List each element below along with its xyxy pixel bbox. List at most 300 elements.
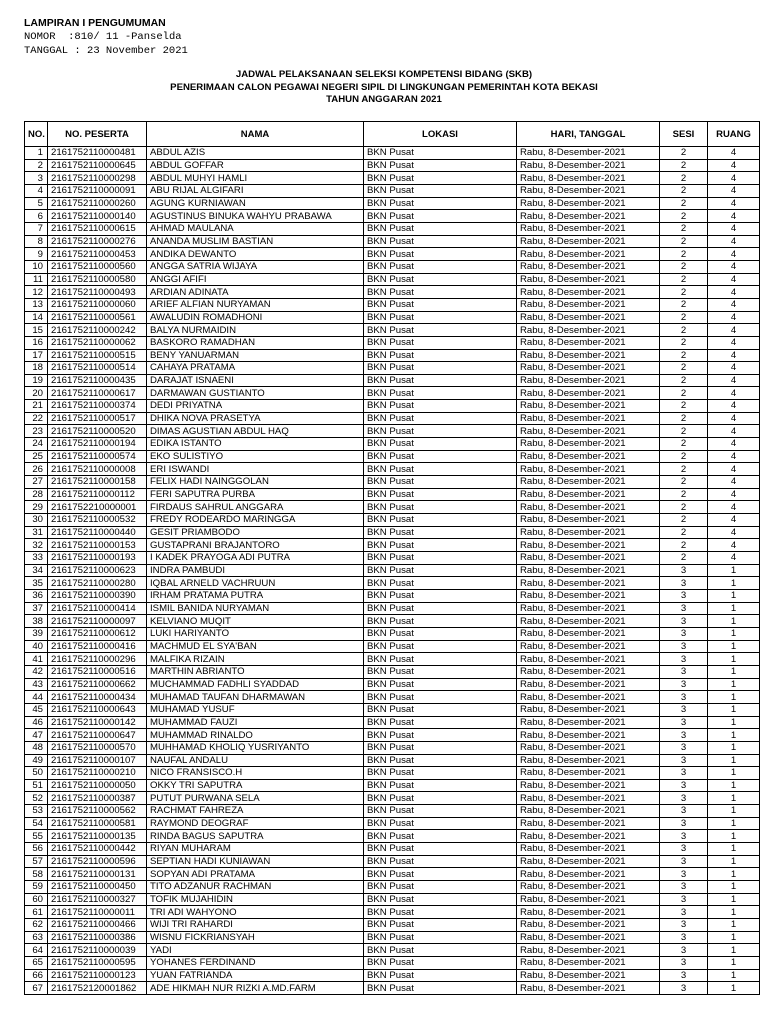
cell-sesi: 2 bbox=[660, 197, 708, 210]
cell-hari-tanggal: Rabu, 8-Desember-2021 bbox=[517, 919, 660, 932]
cell-lokasi: BKN Pusat bbox=[364, 754, 517, 767]
cell-ruang: 1 bbox=[708, 957, 760, 970]
cell-ruang: 4 bbox=[708, 412, 760, 425]
cell-no: 54 bbox=[25, 817, 48, 830]
cell-lokasi: BKN Pusat bbox=[364, 514, 517, 527]
cell-no-peserta: 2161752110000466 bbox=[48, 919, 147, 932]
cell-hari-tanggal: Rabu, 8-Desember-2021 bbox=[517, 602, 660, 615]
cell-no: 27 bbox=[25, 476, 48, 489]
cell-no: 17 bbox=[25, 349, 48, 362]
cell-hari-tanggal: Rabu, 8-Desember-2021 bbox=[517, 678, 660, 691]
cell-ruang: 4 bbox=[708, 172, 760, 185]
cell-no: 22 bbox=[25, 412, 48, 425]
cell-no: 55 bbox=[25, 830, 48, 843]
cell-hari-tanggal: Rabu, 8-Desember-2021 bbox=[517, 197, 660, 210]
table-header-row bbox=[25, 122, 760, 147]
cell-no: 60 bbox=[25, 893, 48, 906]
cell-no-peserta: 2161752110000142 bbox=[48, 716, 147, 729]
cell-sesi: 3 bbox=[660, 805, 708, 818]
cell-sesi: 2 bbox=[660, 425, 708, 438]
cell-ruang: 4 bbox=[708, 210, 760, 223]
cell-lokasi: BKN Pusat bbox=[364, 412, 517, 425]
cell-hari-tanggal: Rabu, 8-Desember-2021 bbox=[517, 741, 660, 754]
table-row bbox=[25, 944, 760, 957]
cell-nama: EDIKA ISTANTO bbox=[147, 438, 364, 451]
cell-lokasi: BKN Pusat bbox=[364, 691, 517, 704]
cell-lokasi: BKN Pusat bbox=[364, 400, 517, 413]
cell-no: 39 bbox=[25, 627, 48, 640]
cell-no: 42 bbox=[25, 665, 48, 678]
cell-ruang: 1 bbox=[708, 792, 760, 805]
cell-nama: WIJI TRI RAHARDI bbox=[147, 919, 364, 932]
table-row bbox=[25, 336, 760, 349]
cell-ruang: 4 bbox=[708, 463, 760, 476]
cell-nama: RAYMOND DEOGRAF bbox=[147, 817, 364, 830]
cell-lokasi: BKN Pusat bbox=[364, 552, 517, 565]
cell-hari-tanggal: Rabu, 8-Desember-2021 bbox=[517, 488, 660, 501]
table-row bbox=[25, 729, 760, 742]
cell-no-peserta: 2161752110000612 bbox=[48, 627, 147, 640]
cell-no: 56 bbox=[25, 843, 48, 856]
cell-sesi: 2 bbox=[660, 286, 708, 299]
cell-lokasi: BKN Pusat bbox=[364, 665, 517, 678]
cell-no-peserta: 2161752110000194 bbox=[48, 438, 147, 451]
table-row bbox=[25, 982, 760, 995]
cell-hari-tanggal: Rabu, 8-Desember-2021 bbox=[517, 577, 660, 590]
cell-hari-tanggal: Rabu, 8-Desember-2021 bbox=[517, 387, 660, 400]
cell-no: 10 bbox=[25, 260, 48, 273]
cell-sesi: 2 bbox=[660, 147, 708, 160]
cell-hari-tanggal: Rabu, 8-Desember-2021 bbox=[517, 336, 660, 349]
cell-no: 40 bbox=[25, 640, 48, 653]
cell-lokasi: BKN Pusat bbox=[364, 615, 517, 628]
table-row bbox=[25, 665, 760, 678]
cell-ruang: 1 bbox=[708, 615, 760, 628]
table-row bbox=[25, 957, 760, 970]
cell-nama: MUHAMAD TAUFAN DHARMAWAN bbox=[147, 691, 364, 704]
cell-lokasi: BKN Pusat bbox=[364, 311, 517, 324]
cell-no: 43 bbox=[25, 678, 48, 691]
table-row bbox=[25, 817, 760, 830]
cell-nama: SOPYAN ADI PRATAMA bbox=[147, 868, 364, 881]
cell-lokasi: BKN Pusat bbox=[364, 627, 517, 640]
cell-sesi: 2 bbox=[660, 501, 708, 514]
cell-no-peserta: 2161752110000623 bbox=[48, 564, 147, 577]
cell-no-peserta: 2161752110000414 bbox=[48, 602, 147, 615]
table-row bbox=[25, 919, 760, 932]
cell-sesi: 2 bbox=[660, 298, 708, 311]
cell-nama: FELIX HADI NAINGGOLAN bbox=[147, 476, 364, 489]
cell-sesi: 2 bbox=[660, 387, 708, 400]
cell-lokasi: BKN Pusat bbox=[364, 678, 517, 691]
table-row bbox=[25, 969, 760, 982]
cell-nama: NICO FRANSISCO.H bbox=[147, 767, 364, 780]
cell-lokasi: BKN Pusat bbox=[364, 273, 517, 286]
cell-nama: AWALUDIN ROMADHONI bbox=[147, 311, 364, 324]
cell-hari-tanggal: Rabu, 8-Desember-2021 bbox=[517, 982, 660, 995]
cell-hari-tanggal: Rabu, 8-Desember-2021 bbox=[517, 438, 660, 451]
table-row bbox=[25, 501, 760, 514]
cell-sesi: 2 bbox=[660, 172, 708, 185]
cell-no: 7 bbox=[25, 222, 48, 235]
cell-no-peserta: 2161752110000135 bbox=[48, 830, 147, 843]
cell-no: 30 bbox=[25, 514, 48, 527]
cell-no-peserta: 2161752110000515 bbox=[48, 349, 147, 362]
cell-lokasi: BKN Pusat bbox=[364, 843, 517, 856]
cell-no: 3 bbox=[25, 172, 48, 185]
cell-nama: GESIT PRIAMBODO bbox=[147, 526, 364, 539]
cell-lokasi: BKN Pusat bbox=[364, 488, 517, 501]
cell-sesi: 2 bbox=[660, 311, 708, 324]
cell-ruang: 4 bbox=[708, 298, 760, 311]
cell-no: 16 bbox=[25, 336, 48, 349]
cell-ruang: 4 bbox=[708, 336, 760, 349]
cell-ruang: 4 bbox=[708, 248, 760, 261]
cell-hari-tanggal: Rabu, 8-Desember-2021 bbox=[517, 691, 660, 704]
cell-ruang: 4 bbox=[708, 450, 760, 463]
cell-ruang: 1 bbox=[708, 855, 760, 868]
cell-hari-tanggal: Rabu, 8-Desember-2021 bbox=[517, 412, 660, 425]
cell-hari-tanggal: Rabu, 8-Desember-2021 bbox=[517, 463, 660, 476]
cell-ruang: 4 bbox=[708, 539, 760, 552]
cell-sesi: 3 bbox=[660, 716, 708, 729]
cell-no-peserta: 2161752110000560 bbox=[48, 260, 147, 273]
cell-no: 14 bbox=[25, 311, 48, 324]
cell-no-peserta: 2161752110000123 bbox=[48, 969, 147, 982]
cell-sesi: 3 bbox=[660, 653, 708, 666]
cell-no-peserta: 2161752110000434 bbox=[48, 691, 147, 704]
cell-nama: EKO SULISTIYO bbox=[147, 450, 364, 463]
cell-no-peserta: 2161752110000520 bbox=[48, 425, 147, 438]
cell-nama: DEDI PRIYATNA bbox=[147, 400, 364, 413]
cell-nama: ARDIAN ADINATA bbox=[147, 286, 364, 299]
cell-ruang: 1 bbox=[708, 589, 760, 602]
column-header-hari-tanggal: HARI, TANGGAL bbox=[517, 122, 660, 147]
table-row bbox=[25, 564, 760, 577]
cell-nama: AGUNG KURNIAWAN bbox=[147, 197, 364, 210]
cell-ruang: 4 bbox=[708, 273, 760, 286]
cell-ruang: 4 bbox=[708, 501, 760, 514]
cell-nama: MUHAMMAD FAUZI bbox=[147, 716, 364, 729]
cell-no-peserta: 2161752110000050 bbox=[48, 779, 147, 792]
cell-lokasi: BKN Pusat bbox=[364, 703, 517, 716]
cell-no: 58 bbox=[25, 868, 48, 881]
cell-nama: CAHAYA PRATAMA bbox=[147, 362, 364, 375]
cell-lokasi: BKN Pusat bbox=[364, 792, 517, 805]
cell-ruang: 4 bbox=[708, 260, 760, 273]
table-row bbox=[25, 539, 760, 552]
cell-hari-tanggal: Rabu, 8-Desember-2021 bbox=[517, 564, 660, 577]
cell-nama: ABDUL AZIS bbox=[147, 147, 364, 160]
column-header-no: NO. bbox=[25, 122, 48, 147]
cell-ruang: 1 bbox=[708, 893, 760, 906]
cell-no: 24 bbox=[25, 438, 48, 451]
table-row bbox=[25, 159, 760, 172]
column-header-sesi: SESI bbox=[660, 122, 708, 147]
cell-ruang: 4 bbox=[708, 362, 760, 375]
cell-nama: ABDUL GOFFAR bbox=[147, 159, 364, 172]
cell-no: 44 bbox=[25, 691, 48, 704]
cell-ruang: 1 bbox=[708, 969, 760, 982]
cell-nama: IQBAL ARNELD VACHRUUN bbox=[147, 577, 364, 590]
cell-hari-tanggal: Rabu, 8-Desember-2021 bbox=[517, 868, 660, 881]
table-row bbox=[25, 602, 760, 615]
cell-sesi: 2 bbox=[660, 349, 708, 362]
cell-no-peserta: 2161752110000242 bbox=[48, 324, 147, 337]
cell-ruang: 1 bbox=[708, 944, 760, 957]
cell-lokasi: BKN Pusat bbox=[364, 906, 517, 919]
cell-hari-tanggal: Rabu, 8-Desember-2021 bbox=[517, 716, 660, 729]
cell-no-peserta: 2161752110000514 bbox=[48, 362, 147, 375]
table-row bbox=[25, 779, 760, 792]
cell-nama: RINDA BAGUS SAPUTRA bbox=[147, 830, 364, 843]
cell-no-peserta: 2161752110000011 bbox=[48, 906, 147, 919]
cell-hari-tanggal: Rabu, 8-Desember-2021 bbox=[517, 514, 660, 527]
cell-hari-tanggal: Rabu, 8-Desember-2021 bbox=[517, 552, 660, 565]
cell-lokasi: BKN Pusat bbox=[364, 286, 517, 299]
cell-no-peserta: 2161752110000276 bbox=[48, 235, 147, 248]
cell-sesi: 2 bbox=[660, 374, 708, 387]
cell-ruang: 4 bbox=[708, 552, 760, 565]
column-header-nama: NAMA bbox=[147, 122, 364, 147]
cell-no-peserta: 2161752110000493 bbox=[48, 286, 147, 299]
cell-nama: DHIKA NOVA PRASETYA bbox=[147, 412, 364, 425]
cell-no: 12 bbox=[25, 286, 48, 299]
cell-hari-tanggal: Rabu, 8-Desember-2021 bbox=[517, 425, 660, 438]
cell-sesi: 3 bbox=[660, 627, 708, 640]
cell-ruang: 1 bbox=[708, 982, 760, 995]
cell-nama: OKKY TRI SAPUTRA bbox=[147, 779, 364, 792]
cell-nama: AGUSTINUS BINUKA WAHYU PRABAWA bbox=[147, 210, 364, 223]
cell-no: 13 bbox=[25, 298, 48, 311]
cell-sesi: 2 bbox=[660, 235, 708, 248]
cell-no-peserta: 2161752110000662 bbox=[48, 678, 147, 691]
cell-nama: DARMAWAN GUSTIANTO bbox=[147, 387, 364, 400]
cell-lokasi: BKN Pusat bbox=[364, 577, 517, 590]
cell-no-peserta: 2161752110000516 bbox=[48, 665, 147, 678]
cell-nama: TRI ADI WAHYONO bbox=[147, 906, 364, 919]
cell-hari-tanggal: Rabu, 8-Desember-2021 bbox=[517, 222, 660, 235]
cell-no: 32 bbox=[25, 539, 48, 552]
cell-no: 21 bbox=[25, 400, 48, 413]
cell-no: 59 bbox=[25, 881, 48, 894]
cell-sesi: 3 bbox=[660, 691, 708, 704]
cell-ruang: 1 bbox=[708, 678, 760, 691]
cell-ruang: 1 bbox=[708, 653, 760, 666]
cell-no-peserta: 2161752110000097 bbox=[48, 615, 147, 628]
cell-ruang: 4 bbox=[708, 476, 760, 489]
cell-lokasi: BKN Pusat bbox=[364, 982, 517, 995]
cell-no-peserta: 2161752110000107 bbox=[48, 754, 147, 767]
cell-nama: MUHHAMAD KHOLIQ YUSRIYANTO bbox=[147, 741, 364, 754]
cell-no: 5 bbox=[25, 197, 48, 210]
cell-no: 20 bbox=[25, 387, 48, 400]
cell-ruang: 1 bbox=[708, 767, 760, 780]
cell-nama: INDRA PAMBUDI bbox=[147, 564, 364, 577]
cell-lokasi: BKN Pusat bbox=[364, 817, 517, 830]
cell-no-peserta: 2161752110000596 bbox=[48, 855, 147, 868]
cell-sesi: 3 bbox=[660, 678, 708, 691]
cell-sesi: 2 bbox=[660, 450, 708, 463]
cell-lokasi: BKN Pusat bbox=[364, 374, 517, 387]
cell-hari-tanggal: Rabu, 8-Desember-2021 bbox=[517, 969, 660, 982]
cell-no: 63 bbox=[25, 931, 48, 944]
cell-no-peserta: 2161752110000643 bbox=[48, 703, 147, 716]
cell-no-peserta: 2161752110000131 bbox=[48, 868, 147, 881]
cell-no: 49 bbox=[25, 754, 48, 767]
cell-no-peserta: 2161752110000481 bbox=[48, 147, 147, 160]
table-row bbox=[25, 767, 760, 780]
cell-no: 36 bbox=[25, 589, 48, 602]
table-row bbox=[25, 286, 760, 299]
cell-hari-tanggal: Rabu, 8-Desember-2021 bbox=[517, 817, 660, 830]
cell-no-peserta: 2161752110000561 bbox=[48, 311, 147, 324]
cell-nama: ADE HIKMAH NUR RIZKI A.MD.FARM bbox=[147, 982, 364, 995]
cell-hari-tanggal: Rabu, 8-Desember-2021 bbox=[517, 906, 660, 919]
cell-lokasi: BKN Pusat bbox=[364, 893, 517, 906]
cell-sesi: 2 bbox=[660, 159, 708, 172]
cell-no-peserta: 2161752110000647 bbox=[48, 729, 147, 742]
cell-nama: LUKI HARIYANTO bbox=[147, 627, 364, 640]
table-row bbox=[25, 425, 760, 438]
table-row bbox=[25, 476, 760, 489]
cell-lokasi: BKN Pusat bbox=[364, 969, 517, 982]
cell-lokasi: BKN Pusat bbox=[364, 526, 517, 539]
table-row bbox=[25, 627, 760, 640]
table-body bbox=[25, 147, 760, 995]
table-row bbox=[25, 754, 760, 767]
cell-no: 9 bbox=[25, 248, 48, 261]
cell-sesi: 3 bbox=[660, 792, 708, 805]
cell-no-peserta: 2161752110000298 bbox=[48, 172, 147, 185]
cell-nama: DARAJAT ISNAENI bbox=[147, 374, 364, 387]
cell-lokasi: BKN Pusat bbox=[364, 387, 517, 400]
table-row bbox=[25, 716, 760, 729]
cell-sesi: 2 bbox=[660, 463, 708, 476]
cell-no-peserta: 2161752110000280 bbox=[48, 577, 147, 590]
table-row bbox=[25, 147, 760, 160]
cell-hari-tanggal: Rabu, 8-Desember-2021 bbox=[517, 703, 660, 716]
table-row bbox=[25, 197, 760, 210]
cell-sesi: 2 bbox=[660, 210, 708, 223]
cell-ruang: 4 bbox=[708, 197, 760, 210]
cell-sesi: 2 bbox=[660, 260, 708, 273]
table-row bbox=[25, 691, 760, 704]
cell-lokasi: BKN Pusat bbox=[364, 767, 517, 780]
cell-no-peserta: 2161752110000416 bbox=[48, 640, 147, 653]
cell-no: 31 bbox=[25, 526, 48, 539]
table-row bbox=[25, 463, 760, 476]
cell-no-peserta: 2161752110000442 bbox=[48, 843, 147, 856]
cell-nama: I KADEK PRAYOGA ADI PUTRA bbox=[147, 552, 364, 565]
cell-no-peserta: 2161752110000260 bbox=[48, 197, 147, 210]
cell-no-peserta: 2161752110000327 bbox=[48, 893, 147, 906]
cell-lokasi: BKN Pusat bbox=[364, 159, 517, 172]
cell-no: 18 bbox=[25, 362, 48, 375]
cell-ruang: 1 bbox=[708, 729, 760, 742]
table-row bbox=[25, 438, 760, 451]
table-row bbox=[25, 172, 760, 185]
cell-sesi: 2 bbox=[660, 488, 708, 501]
cell-sesi: 3 bbox=[660, 741, 708, 754]
cell-nama: MUHAMAD YUSUF bbox=[147, 703, 364, 716]
cell-sesi: 3 bbox=[660, 729, 708, 742]
cell-lokasi: BKN Pusat bbox=[364, 260, 517, 273]
cell-no: 23 bbox=[25, 425, 48, 438]
cell-lokasi: BKN Pusat bbox=[364, 147, 517, 160]
table-row bbox=[25, 235, 760, 248]
table-row bbox=[25, 589, 760, 602]
cell-sesi: 3 bbox=[660, 893, 708, 906]
cell-sesi: 2 bbox=[660, 184, 708, 197]
cell-nama: YOHANES FERDINAND bbox=[147, 957, 364, 970]
cell-sesi: 3 bbox=[660, 767, 708, 780]
cell-no: 65 bbox=[25, 957, 48, 970]
table-row bbox=[25, 526, 760, 539]
cell-no-peserta: 2161752110000008 bbox=[48, 463, 147, 476]
cell-lokasi: BKN Pusat bbox=[364, 438, 517, 451]
cell-no-peserta: 2161752110000580 bbox=[48, 273, 147, 286]
cell-no: 34 bbox=[25, 564, 48, 577]
cell-no-peserta: 2161752110000387 bbox=[48, 792, 147, 805]
cell-nama: ANANDA MUSLIM BASTIAN bbox=[147, 235, 364, 248]
cell-no-peserta: 2161752110000615 bbox=[48, 222, 147, 235]
table-row bbox=[25, 324, 760, 337]
cell-sesi: 2 bbox=[660, 222, 708, 235]
cell-no: 47 bbox=[25, 729, 48, 742]
cell-sesi: 2 bbox=[660, 400, 708, 413]
cell-sesi: 2 bbox=[660, 248, 708, 261]
cell-no: 33 bbox=[25, 552, 48, 565]
cell-no-peserta: 2161752110000060 bbox=[48, 298, 147, 311]
cell-nama: ARIEF ALFIAN NURYAMAN bbox=[147, 298, 364, 311]
cell-hari-tanggal: Rabu, 8-Desember-2021 bbox=[517, 843, 660, 856]
title-line-3: TAHUN ANGGARAN 2021 bbox=[326, 94, 442, 106]
cell-ruang: 1 bbox=[708, 881, 760, 894]
cell-ruang: 1 bbox=[708, 817, 760, 830]
cell-no: 67 bbox=[25, 982, 48, 995]
cell-sesi: 3 bbox=[660, 868, 708, 881]
cell-sesi: 2 bbox=[660, 336, 708, 349]
cell-sesi: 3 bbox=[660, 602, 708, 615]
cell-lokasi: BKN Pusat bbox=[364, 222, 517, 235]
table-row bbox=[25, 311, 760, 324]
cell-sesi: 3 bbox=[660, 830, 708, 843]
cell-ruang: 1 bbox=[708, 691, 760, 704]
cell-ruang: 4 bbox=[708, 514, 760, 527]
cell-lokasi: BKN Pusat bbox=[364, 476, 517, 489]
table-row bbox=[25, 387, 760, 400]
cell-nama: ERI ISWANDI bbox=[147, 463, 364, 476]
cell-hari-tanggal: Rabu, 8-Desember-2021 bbox=[517, 286, 660, 299]
cell-nama: ABDUL MUHYI HAMLI bbox=[147, 172, 364, 185]
cell-nama: TOFIK MUJAHIDIN bbox=[147, 893, 364, 906]
cell-ruang: 1 bbox=[708, 868, 760, 881]
tanggal-line bbox=[24, 44, 188, 58]
nomor-value: :810/ 11 -Panselda bbox=[68, 31, 182, 43]
table-row bbox=[25, 273, 760, 286]
cell-no: 64 bbox=[25, 944, 48, 957]
cell-ruang: 4 bbox=[708, 488, 760, 501]
table-row bbox=[25, 577, 760, 590]
tanggal-label: TANGGAL bbox=[24, 45, 69, 57]
cell-no-peserta: 2161752110000440 bbox=[48, 526, 147, 539]
cell-nama: RIYAN MUHARAM bbox=[147, 843, 364, 856]
cell-sesi: 3 bbox=[660, 906, 708, 919]
cell-sesi: 2 bbox=[660, 526, 708, 539]
cell-no-peserta: 2161752110000296 bbox=[48, 653, 147, 666]
table-row bbox=[25, 400, 760, 413]
